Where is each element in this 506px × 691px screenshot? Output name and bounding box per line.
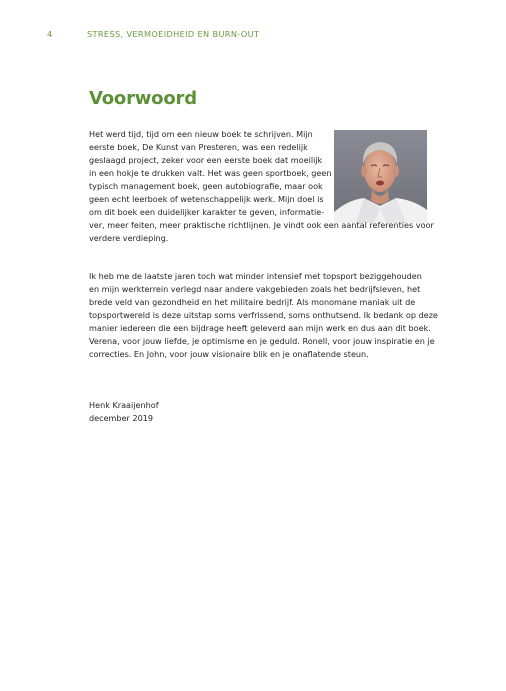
- page-number: 4: [47, 29, 53, 39]
- page-title: Voorwoord: [89, 88, 197, 109]
- acknowledgements-paragraph: [89, 270, 438, 361]
- paragraph-line: Verena, voor jouw liefde, je optimisme en je geduld. Ronell, voor jouw inspiratie en je: [89, 336, 435, 346]
- paragraph-line: Het werd tijd, tijd om een nieuw boek te schrijven. Mijn: [89, 129, 313, 139]
- paragraph-line: en mijn werkterrein verlegd naar andere vakgebieden zoals het bedrijfsleven, het: [89, 284, 421, 294]
- paragraph-line: Ik heb me de laatste jaren toch wat minder intensief met topsport beziggehouden: [89, 271, 422, 281]
- intro-paragraph: [89, 128, 434, 245]
- paragraph-line: typisch management boek, geen autobiografie, maar ook: [89, 181, 323, 191]
- chapter-title: STRESS, VERMOEIDHEID EN BURN-OUT: [87, 29, 260, 39]
- signature-date: december 2019: [89, 413, 154, 423]
- paragraph-line: brede veld van gezondheid en het militaire bedrijf. Als monomane maniak uit de: [89, 297, 416, 307]
- paragraph-line: geen echt leerboek of wetenschappelijk werk. Mijn doel is: [89, 194, 324, 204]
- paragraph-line: verdere verdieping.: [89, 233, 169, 243]
- paragraph-line: ver, meer feiten, meer praktische richtlijnen. Je vindt ook een aantal referenties voor: [89, 220, 434, 230]
- paragraph-line: om dit boek een duidelijker karakter te geven, informatie-: [89, 207, 325, 217]
- author-name: Henk Kraaijenhof: [89, 400, 159, 410]
- paragraph-line: topsportwereld is deze uitstap soms verfrissend, soms onthutsend. Ik bedank op deze: [89, 310, 438, 320]
- paragraph-line: manier iedereen die een bijdrage heeft geleverd aan mijn werk en dus aan dit boek.: [89, 323, 431, 333]
- running-header: [47, 29, 259, 39]
- paragraph-line: eerste boek, De Kunst van Presteren, was een redelijk: [89, 142, 308, 152]
- paragraph-line: correcties. En John, voor jouw visionaire blik en je onaflatende steun.: [89, 349, 369, 359]
- signature-block: [89, 399, 434, 425]
- paragraph-line: geslaagd project, zeker voor een eerste boek dat moeilijk: [89, 155, 323, 165]
- paragraph-line: in een hokje te drukken valt. Het was geen sportboek, geen: [89, 168, 332, 178]
